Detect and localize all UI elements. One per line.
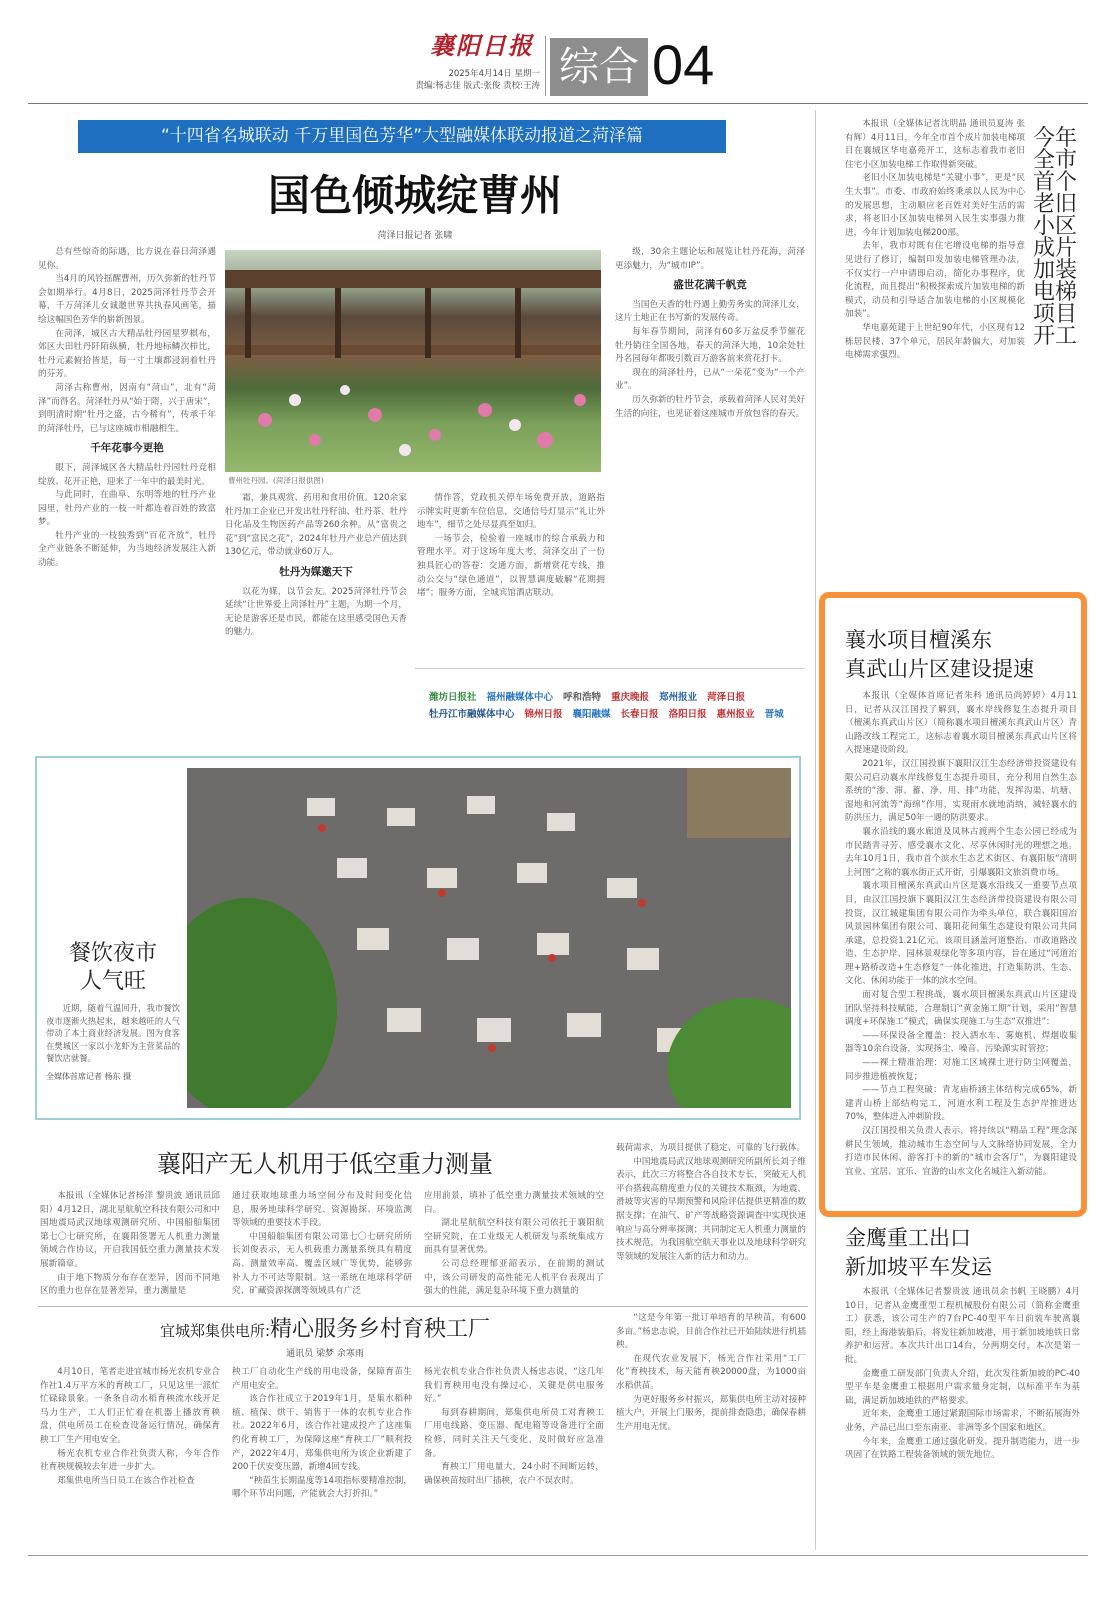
paragraph: 杨光农机专业合作社负责人称，今年合作社育秧规模较去年进一步扩大。 (40, 1448, 220, 1473)
paragraph: 应用前景，填补了低空重力测量技术领域的空白。 (424, 1191, 604, 1215)
dateline (370, 68, 540, 92)
footer-rule (28, 1555, 1088, 1556)
title-line: 人气旺 (79, 969, 146, 994)
night-market-title (46, 940, 180, 996)
paragraph: 去年，我市对既有住宅增设电梯的指导意见进行了修订，编制印发加装电梯管理办法，不仅实行一户申请即启动，简化办事程序，优化流程，而且提出“积极探索成片加装电梯的新模式，动员和引导适合加装电梯的小区规模化加装”。 (845, 241, 1025, 320)
subheading: 牡丹为媒邀天下 (279, 565, 353, 578)
paragraph: 一场节会，检验着一座城市的综合承载力和管理水平。对于这场年度大考，菏泽交出了一份独具匠心的答卷：交通方面，新增赏花专线，推动公交与“绿色通道”，以智慧调度破解“花期拥堵”；服务方面，全城宾馆酒店联动。 (417, 533, 605, 599)
main-article-col2 (225, 492, 407, 742)
media-logo: 呼和浩特 (563, 692, 602, 703)
section-label: 综合 (550, 38, 648, 96)
paragraph: 中国地震局武汉地球观测研究所副所长刘子维表示，此次三方将整合各自技术专长，突破无人机平台搭载高精度重力仪的关键技术瓶颈，为地震、滑坡等灾害的早期预警和风险评估提供更精准的数据支撑；在油气、矿产等战略资源调查中实现快速响应与高分辨率探测；共同制定无人机重力测量的技术规范，为我国航空航天事业以及地球科学研究等领域的发展注入新的活力和动力。 (616, 1156, 806, 1262)
column-rule (815, 110, 816, 1550)
media-logo: 洛阳日报 (668, 709, 707, 720)
paragraph: 本报讯（全媒体首席记者朱科 通讯员尚婷婷）4月11日，记者从汉江国投了解到，襄水岸线修复生态提升项目（檀溪东真武山片区）（简称襄水项目檀溪东真武山片区）青山路改线工程完工，这标志着襄水项目檀溪东真武山片区将入提速建设阶段。 (845, 691, 1077, 756)
main-article-col3 (417, 492, 605, 664)
paragraph: 秧工厂自动化生产线的用电设备，保障育苗生产用电安全。 (232, 1367, 412, 1391)
main-byline: 菏泽日报记者 张啸 (377, 231, 453, 241)
paragraph: 本报讯（全媒体记者杨洋 黎贵波 通讯员邱阳）4月12日，湖北星航航空科技有限公司和中国地震局武汉地球观测研究所、中国船舶集团第七〇七研究所，在襄阳签署无人机重力测量领域合作协议，开启我国低空重力测量技术发展新篇章。 (40, 1191, 220, 1269)
paragraph: ——节点工程突破：青龙庙桥涵主体结构完成65%，新建青山桥上部结构完工，河道水利工程及生态护岸推进达70%，整体进入冲刺阶段。 (845, 1085, 1077, 1123)
peony-garden-photo (225, 250, 601, 472)
title-line: 真武山片区建设提速 (845, 657, 1034, 681)
title-line: 襄水项目檀溪东 (845, 628, 992, 652)
headline-main: 精心服务乡村育秧工厂 (270, 1317, 491, 1342)
highlighted-article-headline (845, 626, 1080, 684)
dining-crowd-illustration (187, 768, 791, 1108)
media-logo: 锦州日报 (524, 709, 563, 720)
paragraph: 历久弥新的牡丹节会，承载着菏泽人民对美好生活的向往，也见证着这座城市开放包容的春天。 (615, 394, 805, 419)
paragraph: 级，30余主题论坛和展览让牡丹花海，菏泽更添魅力，为“城市IP”。 (615, 247, 805, 271)
headline-prefix: 宜城郑集供电所: (159, 1322, 271, 1340)
yicheng-article-headline (40, 1316, 610, 1345)
paragraph: 4月10日，笔者走进宜城市杨光农机专业合作社1.4万平方米的育秧工厂，只见这里一派忙忙碌碌景象。一条条自动水稻育秧流水线开足马力生产，工人们正忙着在机器上播放育秧盘，供电所员工在检查设备运行情况，确保育秧工厂生产用电安全。 (40, 1367, 220, 1445)
media-logo: 牡丹江市融媒体中心 (429, 709, 515, 720)
paragraph: 面对复合型工程挑战，襄水项目檀溪东真武山片区建设团队坚持科技赋能，合理制订“黄金施工期”计划，采用“智慧调度+环保施工”模式，确保实现施工与生态“双推进”： (845, 990, 1077, 1028)
paragraph: 由于地下物质分布存在差异，因而不同地区的重力也存在显著差异，重力测量是 (40, 1272, 220, 1297)
paragraph: 每到春耕期间，郑集供电所员工对育秧工厂用电线路、变压器、配电箱等设备进行全面检修，同时关注天气变化，及时做好应急准备。 (424, 1407, 604, 1459)
paragraph: 育秧工厂用电量大，24小时不间断运转，确保秧苗按时出厂插秧，农户不误农时。 (424, 1462, 604, 1486)
main-article-col4 (615, 246, 805, 664)
title-line: 金鹰重工出口 (845, 1226, 971, 1250)
header-divider (545, 36, 546, 96)
paragraph: 本报讯（全媒体记者沈明晶 通讯员夏涛 张有辉）4月11日，今年全市首个成片加装电梯项目在襄城区华电嘉苑开工，这标志着我市老旧住宅小区加装电梯工作取得新突破。 (845, 119, 1025, 170)
paragraph: 在菏泽，城区古大精品牡丹园星罗棋布，郊区大田牡丹阡陌纵横，牡丹地标鳞次栉比，牡丹元素俯拾皆是，每一寸土壤都浸润着牡丹的芬芳。 (38, 328, 216, 380)
drone-article-col2 (232, 1190, 412, 1302)
paragraph: 老旧小区加装电梯是“关键小事”，更是“民生大事”。市委、市政府始终秉承以人民为中心的发展思想，主动顺应老百姓对美好生活的需求，将老旧小区加装电梯列入民生实事强力推进，今年计划加装电梯200部。 (845, 173, 1025, 238)
media-logo: 菏泽日报 (707, 692, 746, 703)
media-logo: 晋城 (764, 709, 784, 720)
issue-date: 2025年4月14日 星期一 (448, 69, 540, 79)
paragraph: 襄水沿线的襄水廊道及凤林古渡两个生态公园已经成为市民踏青寻芳、感受襄水文化、尽享休闲时光的理想之地。去年10月1日，我市首个滨水生态艺术街区、有襄阳版“清明上河图”之称的襄水街正式开街，引爆襄阳文旅消费市场。 (845, 826, 1077, 878)
paragraph: 牡丹产业的一枝独秀到“百花齐放”，牡丹全产业链条不断延伸，为当地经济发展注入新动能。 (38, 530, 216, 569)
series-banner: “十四省名城联动 千万里国色芳华”大型融媒体联动报道之菏泽篇 (78, 120, 726, 153)
paragraph: 该合作社成立于2019年1月，是集水稻种植、植保、烘干、销售于一体的农机专业合作社。2022年6月，该合作社建成投产了这座集约化育秧工厂，为保障这座“育秧工厂”顺利投产，2022年4月，郑集供电所为该企业新建了200千伏安变压器，新增4回专线。 (232, 1394, 412, 1473)
paragraph: ——裸土精准治理：对施工区域裸土进行防尘网覆盖，同步推进植被恢复； (845, 1058, 1077, 1082)
yicheng-article-col1 (40, 1366, 220, 1546)
paragraph: 华电嘉苑建于上世纪90年代，小区现有12栋居民楼、37个单元，居民年龄偏大，对加装电梯需求强烈。 (845, 322, 1025, 361)
paragraph: “秧苗生长期温度等14项指标要精准控制，哪个环节出问题，产能就会大打折扣。” (232, 1475, 412, 1500)
subheading: 千年花事今更艳 (90, 442, 164, 455)
paragraph: 菏泽古称曹州，因南有“菏山”，北有“菏泽”而得名。菏泽牡丹从“始于隋，兴于唐宋”，到明清时期“牡丹之盛，古今稀有”，传承千年的菏泽牡丹，已与这座城市相融相生。 (38, 382, 216, 434)
jinying-article-body (845, 1286, 1080, 1546)
jinying-article-headline (845, 1224, 1080, 1282)
paragraph: 近年来，金鹰重工通过紧跟国际市场需求，不断拓展海外业务，产品已出口至东南亚、非洲等多个国家和地区。 (845, 1409, 1080, 1433)
media-logo: 重庆晚报 (611, 692, 650, 703)
drone-article-col4 (616, 1142, 806, 1302)
paragraph: 杨光农机专业合作社负责人杨忠志说，“这几年我们育秧用电没有操过心，关键是供电服务好。” (424, 1367, 604, 1405)
header-rule (28, 103, 1088, 104)
paragraph: 当国色天香的牡丹遇上勤劳务实的菏泽儿女，这片土地正在书写新的发展传奇。 (615, 299, 805, 324)
night-market-text (46, 940, 180, 1112)
paragraph: 眼下，菏泽城区各大精品牡丹园牡丹竞相绽放、花开正艳，迎来了一年中的最美时光。 (38, 462, 216, 487)
newspaper-logo: 襄阳日报 (430, 31, 534, 60)
yicheng-byline: 通讯员 梁梦 余寒雨 (286, 1349, 364, 1359)
media-logo: 襄阳融媒 (572, 709, 611, 720)
paragraph: 霜，兼具观赏、药用和食用价值。120余家牡丹加工企业已开发出牡丹籽油、牡丹茶、牡丹日化品及生物医药产品等260余种。从“富贵之花”到“富民之花”，2024年牡丹产业总产值达到130亿元，带动就业60万人。 (225, 493, 407, 558)
night-market-caption: 近期，随着气温回升，我市餐饮夜市逐渐火热起来，越来越旺的人气带动了本土商业经济发展。图为食客在樊城区一家以小龙虾为主营菜品的餐饮店就餐。 (46, 1003, 180, 1063)
paragraph: “这是今年第一批订单培育的早秧苗，有600多亩。”杨忠志说，目前合作社已开始陆续进行机插秧。 (616, 1313, 806, 1351)
title-line: 餐饮夜市 (68, 941, 157, 966)
paragraph: 金鹰重工研发部门负责人介绍，此次发往新加坡的PC-40型平车是金鹰重工根据用户需求量身定制，以标准平车为基础，满足新加坡地铁的严格要求。 (845, 1368, 1080, 1406)
paragraph: 通过获取地球重力场空间分布及时间变化信息，服务地球科学研究、资源勘探、环境监测等领域的重要技术手段。 (232, 1191, 412, 1229)
paragraph: 郑集供电所当日员工在该合作社检查 (57, 1475, 195, 1486)
paragraph: 总有些惊奇的际遇，比方说在春日菏泽遇见你。 (38, 247, 216, 271)
media-logo: 福州融媒体中心 (486, 692, 554, 703)
elevator-article-headline: 今年全市首个老旧小区成片加装电梯项目开工 (1032, 126, 1077, 349)
section-divider (38, 1306, 808, 1307)
paragraph: 当4月的风铃摇醒曹州，历久弥新的牡丹节会如期举行。4月8日，2025菏泽牡丹节会开幕，千万菏泽儿女诚邀世界共执春风画笔，描绘这幅国色芳华的崭新图景。 (38, 274, 216, 325)
paragraph: 襄水项目檀溪东真武山片区是襄水沿线又一重要节点项目，由汉江国投旗下襄阳汉江生态经济带投资建设有限公司投资，汉江城建集团有限公司作为牵头单位，联合襄阳国冶风景园林集团有限公司、襄阳花间集生态建设有限公司共同承建，总投资1.21亿元。该项目涵盖河道整治、市政道路改造、生态护岸、园林景观绿化等多项内容，旨在通过“河道治理+路桥改造+生态修复”一体化推进，打造集防洪、生态、文化、休闲功能于一体的滨水空间。 (845, 881, 1077, 987)
partner-media-logos (415, 668, 805, 740)
subheading: 盛世花满千帆竞 (673, 279, 747, 292)
photo-caption: 曹州牡丹园。(菏泽日报供图) (228, 476, 324, 485)
elevator-article-body (845, 118, 1025, 586)
paragraph: 为更好服务乡村振兴，郑集供电所主动对接种植大户，开展上门服务，提前排查隐患，确保春耕生产用电无忧。 (616, 1394, 806, 1432)
paragraph: 2021年，汉江国投旗下襄阳汉江生态经济带投资建设有限公司启动襄水岸线修复生态提升项目，充分利用自然生态系统的“渗、滞、蓄、净、用、排”功能，发挥沟渠、坑塘、湿地和河流等“海绵”作用，实现雨水就地消纳，减轻襄水的防洪压力，满足50年一遇的防洪要求。 (845, 758, 1077, 824)
drone-article-col3 (424, 1190, 604, 1302)
paragraph: 与此同时，在曲阜、东明等地的牡丹产业园里，牡丹产业的一枝一叶都连着百姓的致富梦。 (38, 490, 216, 528)
yicheng-article-col4 (616, 1312, 806, 1546)
paragraph: 汉江国投相关负责人表示，将持续以“精品工程”理念深耕民生领域，推动城市生态空间与人文脉络协同发展，全力打造市民休闲、游客打卡的新的“城市会客厅”，为襄阳建设宜业、宜居、宜乐、宜游的山水文化名城注入新动能。 (845, 1126, 1077, 1177)
paragraph: 情作答，党政机关停车场免费开放，道路指示牌实时更新车位信息，交通信号灯显示“礼让外地车”，细节之处尽显真至如归。 (417, 493, 605, 531)
media-logo: 潍坊日报社 (429, 692, 477, 703)
staff-credits: 责编:杨志佳 版式:张俊 责校:王涛 (415, 81, 540, 91)
paragraph: 以花为媒，以节会友。2025菏泽牡丹节会延续“让世界爱上菏泽牡丹”主题，为期一个月，无论是游客还是市民，都能在这里感受国色天香的魅力。 (225, 586, 407, 638)
pavilion-illustration (225, 250, 601, 472)
yicheng-article-col2 (232, 1366, 412, 1546)
photo-credit: 全媒体首席记者 杨东 摄 (46, 1071, 132, 1081)
media-logo: 长春日报 (620, 709, 659, 720)
yicheng-article-col3 (424, 1366, 604, 1546)
page-number: 04 (652, 33, 715, 96)
drone-article-headline: 襄阳产无人机用于低空重力测量 (157, 1150, 493, 1178)
paragraph: 在现代农业发展下，杨光合作社采用“工厂化”育秧技术，每天能育秧20000盘，为1000亩水稻供苗。 (616, 1353, 806, 1391)
drone-article-col1 (40, 1190, 220, 1302)
night-market-photo (187, 768, 791, 1108)
main-headline: 国色倾城绽曹州 (267, 171, 562, 220)
highlighted-article-body (845, 690, 1077, 1198)
media-logo: 郑州报业 (659, 692, 698, 703)
paragraph: 每年春节期间，菏泽有60多万盆反季节催花牡丹销往全国各地，春天的菏泽大地，10余处牡丹名园每年都吸引数百万游客前来赏花打卡。 (615, 326, 805, 365)
paragraph: 公司总经理郁亚韶表示，在前期的测试中，该公司研发的高性能无人机平台表现出了强大的性能，满足复杂环境下重力测量的 (424, 1258, 604, 1297)
paragraph: 湖北星航航空科技有限公司依托于襄阳航空研究院，在工业级无人机研发与系统集成方面具有显著优势。 (424, 1218, 604, 1256)
paragraph: ——环保设备全覆盖：投入洒水车、雾炮机、焊烟收集器等10余台设备，实现扬尘、噪音、污染源实时管控； (845, 1030, 1077, 1055)
paragraph: 现在的菏泽牡丹，已从“一朵花”变为“一个产业”。 (615, 367, 805, 392)
paragraph: 今年来，金鹰重工通过强化研发、提升制造能力，进一步巩固了在铁路工程装备领域的领先地位。 (845, 1436, 1080, 1461)
title-line: 新加坡平车发运 (845, 1255, 992, 1279)
main-article-col1 (38, 246, 216, 746)
media-logo: 惠州报业 (716, 709, 755, 720)
paragraph: 载荷需求，为项目提供了稳定、可靠的飞行载体。 (616, 1143, 806, 1153)
paragraph: 中国船舶集团有限公司第七〇七研究所所长刘俊表示，无人机载重力测量系统具有精度高、测量效率高、覆盖区域广等优势，能够弥补人力不可达等限制。这一系统在地球科学研究、矿藏资源探测等领域具有广泛 (232, 1231, 412, 1297)
paragraph: 本报讯（全媒体记者黎贵波 通讯员余书帆 王晓鹏）4月10日，记者从金鹰重型工程机械股份有限公司（简称金鹰重工）获悉，该公司生产的7台PC-40型平车日前装车驶离襄阳，经上海港装船后，将发往新加坡港，用于新加坡地铁日常养护和运营。本次共计出口14台，分两期交付，本次是第一批。 (845, 1287, 1080, 1365)
